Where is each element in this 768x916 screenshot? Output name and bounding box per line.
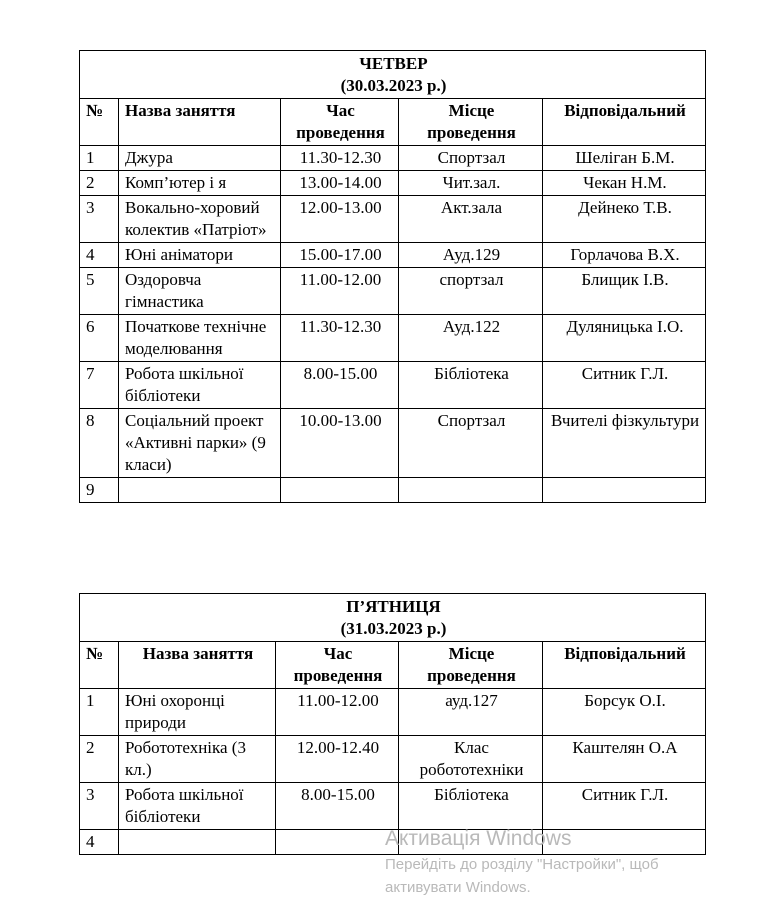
row-responsible: Борсук О.І.	[543, 689, 706, 736]
row-number: 4	[80, 830, 119, 855]
table-row	[80, 409, 706, 478]
row-number: 4	[80, 243, 119, 268]
header-place: Місце проведення	[399, 642, 543, 689]
row-responsible: Вчителі фізкультури	[543, 409, 706, 478]
row-number: 5	[80, 268, 119, 315]
watermark-title: Активація Windows	[385, 827, 572, 850]
watermark-line-1: Перейдіть до розділу "Настройки", щоб	[385, 856, 659, 873]
day-date: (30.03.2023 р.)	[340, 76, 447, 95]
row-responsible: Горлачова В.Х.	[543, 243, 706, 268]
row-time: 12.00-13.00	[281, 196, 399, 243]
row-number: 1	[80, 689, 119, 736]
row-activity: Робота шкільної бібліотеки	[119, 783, 276, 830]
row-place: ауд.127	[399, 689, 543, 736]
watermark-line-2: активувати Windows.	[385, 879, 531, 896]
row-activity: Вокально-хоровий колектив «Патріот»	[119, 196, 281, 243]
friday-schedule-table	[79, 593, 706, 855]
row-activity: Оздоровча гімнастика	[119, 268, 281, 315]
table-row	[80, 146, 706, 171]
row-number: 2	[80, 171, 119, 196]
row-number: 6	[80, 315, 119, 362]
header-responsible: Відповідальний	[543, 642, 706, 689]
row-activity: Робота шкільної бібліотеки	[119, 362, 281, 409]
header-time: Час проведення	[281, 99, 399, 146]
row-responsible: Каштелян О.А	[543, 736, 706, 783]
row-responsible: Дейнеко Т.В.	[543, 196, 706, 243]
row-place: Спортзал	[399, 409, 543, 478]
row-time: 15.00-17.00	[281, 243, 399, 268]
row-activity: Соціальний проект «Активні парки» (9 класи)	[119, 409, 281, 478]
header-row	[80, 99, 706, 146]
header-activity: Назва заняття	[119, 642, 276, 689]
header-number: №	[80, 99, 119, 146]
row-number: 9	[80, 478, 119, 503]
row-number: 7	[80, 362, 119, 409]
row-responsible: Чекан Н.М.	[543, 171, 706, 196]
row-time: 11.30-12.30	[281, 146, 399, 171]
row-place: Акт.зала	[399, 196, 543, 243]
row-number: 3	[80, 783, 119, 830]
row-place: Ауд.122	[399, 315, 543, 362]
windows-activation-watermark	[385, 826, 659, 898]
row-activity: Робототехніка (3 кл.)	[119, 736, 276, 783]
row-responsible: Блищик І.В.	[543, 268, 706, 315]
thursday-schedule-table	[79, 50, 706, 503]
day-title-cell	[80, 594, 706, 642]
table-row	[80, 783, 706, 830]
row-number: 2	[80, 736, 119, 783]
row-responsible: Шеліган Б.М.	[543, 146, 706, 171]
header-place: Місце проведення	[399, 99, 543, 146]
row-activity: Початкове технічне моделювання	[119, 315, 281, 362]
table-row	[80, 362, 706, 409]
row-place: Спортзал	[399, 146, 543, 171]
row-number: 3	[80, 196, 119, 243]
row-responsible: Ситник Г.Л.	[543, 362, 706, 409]
row-number: 1	[80, 146, 119, 171]
header-responsible: Відповідальний	[543, 99, 706, 146]
header-activity: Назва заняття	[119, 99, 281, 146]
row-time: 11.00-12.00	[276, 689, 399, 736]
row-time: 13.00-14.00	[281, 171, 399, 196]
header-time: Час проведення	[276, 642, 399, 689]
row-place: Ауд.129	[399, 243, 543, 268]
day-date: (31.03.2023 р.)	[340, 619, 447, 638]
table-row	[80, 196, 706, 243]
day-name: ЧЕТВЕР	[359, 54, 428, 73]
row-time	[281, 478, 399, 503]
table-title-row	[80, 51, 706, 99]
row-place: Чит.зал.	[399, 171, 543, 196]
row-place: Бібліотека	[399, 362, 543, 409]
row-time: 11.30-12.30	[281, 315, 399, 362]
header-number: №	[80, 642, 119, 689]
row-activity	[119, 830, 276, 855]
row-responsible: Ситник Г.Л.	[543, 783, 706, 830]
row-time: 11.00-12.00	[281, 268, 399, 315]
row-activity: Юні охоронці природи	[119, 689, 276, 736]
table-row	[80, 171, 706, 196]
row-responsible: Дуляницька І.О.	[543, 315, 706, 362]
row-place	[399, 478, 543, 503]
row-place: Бібліотека	[399, 783, 543, 830]
row-place: спортзал	[399, 268, 543, 315]
row-activity	[119, 478, 281, 503]
table-row	[80, 268, 706, 315]
row-responsible	[543, 478, 706, 503]
table-row	[80, 689, 706, 736]
table-row	[80, 478, 706, 503]
row-time	[276, 830, 399, 855]
row-time: 8.00-15.00	[276, 783, 399, 830]
day-name: П’ЯТНИЦЯ	[346, 597, 441, 616]
row-time: 10.00-13.00	[281, 409, 399, 478]
row-time: 8.00-15.00	[281, 362, 399, 409]
row-number: 8	[80, 409, 119, 478]
row-activity: Джура	[119, 146, 281, 171]
row-place: Клас робототехніки	[399, 736, 543, 783]
table-row	[80, 736, 706, 783]
row-time: 12.00-12.40	[276, 736, 399, 783]
row-activity: Комп’ютер і я	[119, 171, 281, 196]
day-title-cell	[80, 51, 706, 99]
header-row	[80, 642, 706, 689]
table-row	[80, 243, 706, 268]
table-title-row	[80, 594, 706, 642]
table-row	[80, 315, 706, 362]
row-activity: Юні аніматори	[119, 243, 281, 268]
